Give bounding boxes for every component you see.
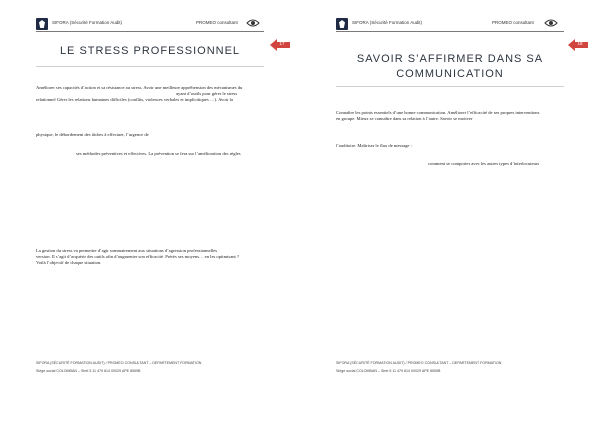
paragraph-4-line-1: La gestion du stress va permettre d’agir sommairement aux situations d’agression professionnelles [36, 248, 218, 253]
paragraph-3: comment se comporter avec les autres types d’interlocuteurs [428, 161, 540, 166]
paragraph-1-line-2: en groupe. Mieux se connaître dans sa relation à l’autre. Savoir se motiver [336, 116, 473, 121]
shield-logo-icon [336, 18, 348, 30]
paragraph-3: ses méthodes préventives et effectives. La prévention se fera sur l’amélioration des règles [76, 151, 241, 156]
title-rule [36, 66, 264, 67]
eye-icon [544, 16, 558, 30]
paragraph-4-line-3: Voilà l’objectif de chaque situation. [36, 260, 102, 265]
paragraph-1-line-1: Améliorer ses capacités d’action et sa résistance au stress. Avoir une meilleure appréhension des mécanismes du [36, 85, 243, 90]
header-rule [36, 31, 264, 32]
footer-line-1: SIFORA (SÉCURITÉ FORMATION AUDIT) / PROMEO CONSULTANT – DEPARTEMENT FORMATION [336, 361, 502, 365]
header-org: SIFORA (Sécurité Formation Audit) [52, 20, 123, 25]
header-brand: PROMEO consultant [196, 20, 238, 25]
footer-line-2: Siège social COLOMBAN – Siret 5 11 479 814 00029 APE 8559B [36, 369, 141, 373]
page-title: LE STRESS PROFESSIONNEL [59, 45, 241, 57]
footer-line-2: Siège social COLOMBAN – Siret 5 11 479 814 00029 APE 8559B [336, 369, 441, 373]
page-number: 17 [279, 41, 285, 46]
paragraph-1-line-3: relationnel Gérer les relations humaines difficiles (conflits, violences verbales et implicitiques …). Avoir la [36, 97, 233, 102]
paragraph-1-line-1: Connaître les points essentiels d’une bonne communication. Améliorer l’efficacité de ses propres interventions [336, 110, 540, 115]
header-brand: PROMEO consultant [492, 20, 534, 25]
page-title-line-1: SAVOIR S’AFFIRMER DANS SA [356, 53, 544, 65]
eye-icon [246, 16, 260, 30]
footer-line-1: SIFORA (SÉCURITÉ FORMATION AUDIT) / PROMEO CONSULTANT – DEPARTEMENT FORMATION [36, 361, 202, 365]
page-number: 18 [577, 41, 583, 46]
header-org: SIFORA (Sécurité Formation Audit) [352, 20, 423, 25]
title-rule [336, 86, 564, 87]
header-rule [336, 31, 564, 32]
shield-logo-icon [36, 18, 48, 30]
paragraph-1-line-2: ayant d’outils pour gérer le stress [176, 91, 238, 96]
paragraph-2: l’auditoire. Maîtriser le flux de message : [336, 143, 412, 148]
document-page-right [300, 0, 600, 424]
paragraph-4-line-2: version. Il s’agit d’acquérir des outils afin d’augmenter son efficacité. Prérès ses moyens… en les optimisant ? [36, 254, 240, 259]
paragraph-2: physique, le débordement des tâches à effectuer, l’urgence de [36, 132, 149, 137]
page-title-line-2: COMMUNICATION [396, 68, 504, 80]
